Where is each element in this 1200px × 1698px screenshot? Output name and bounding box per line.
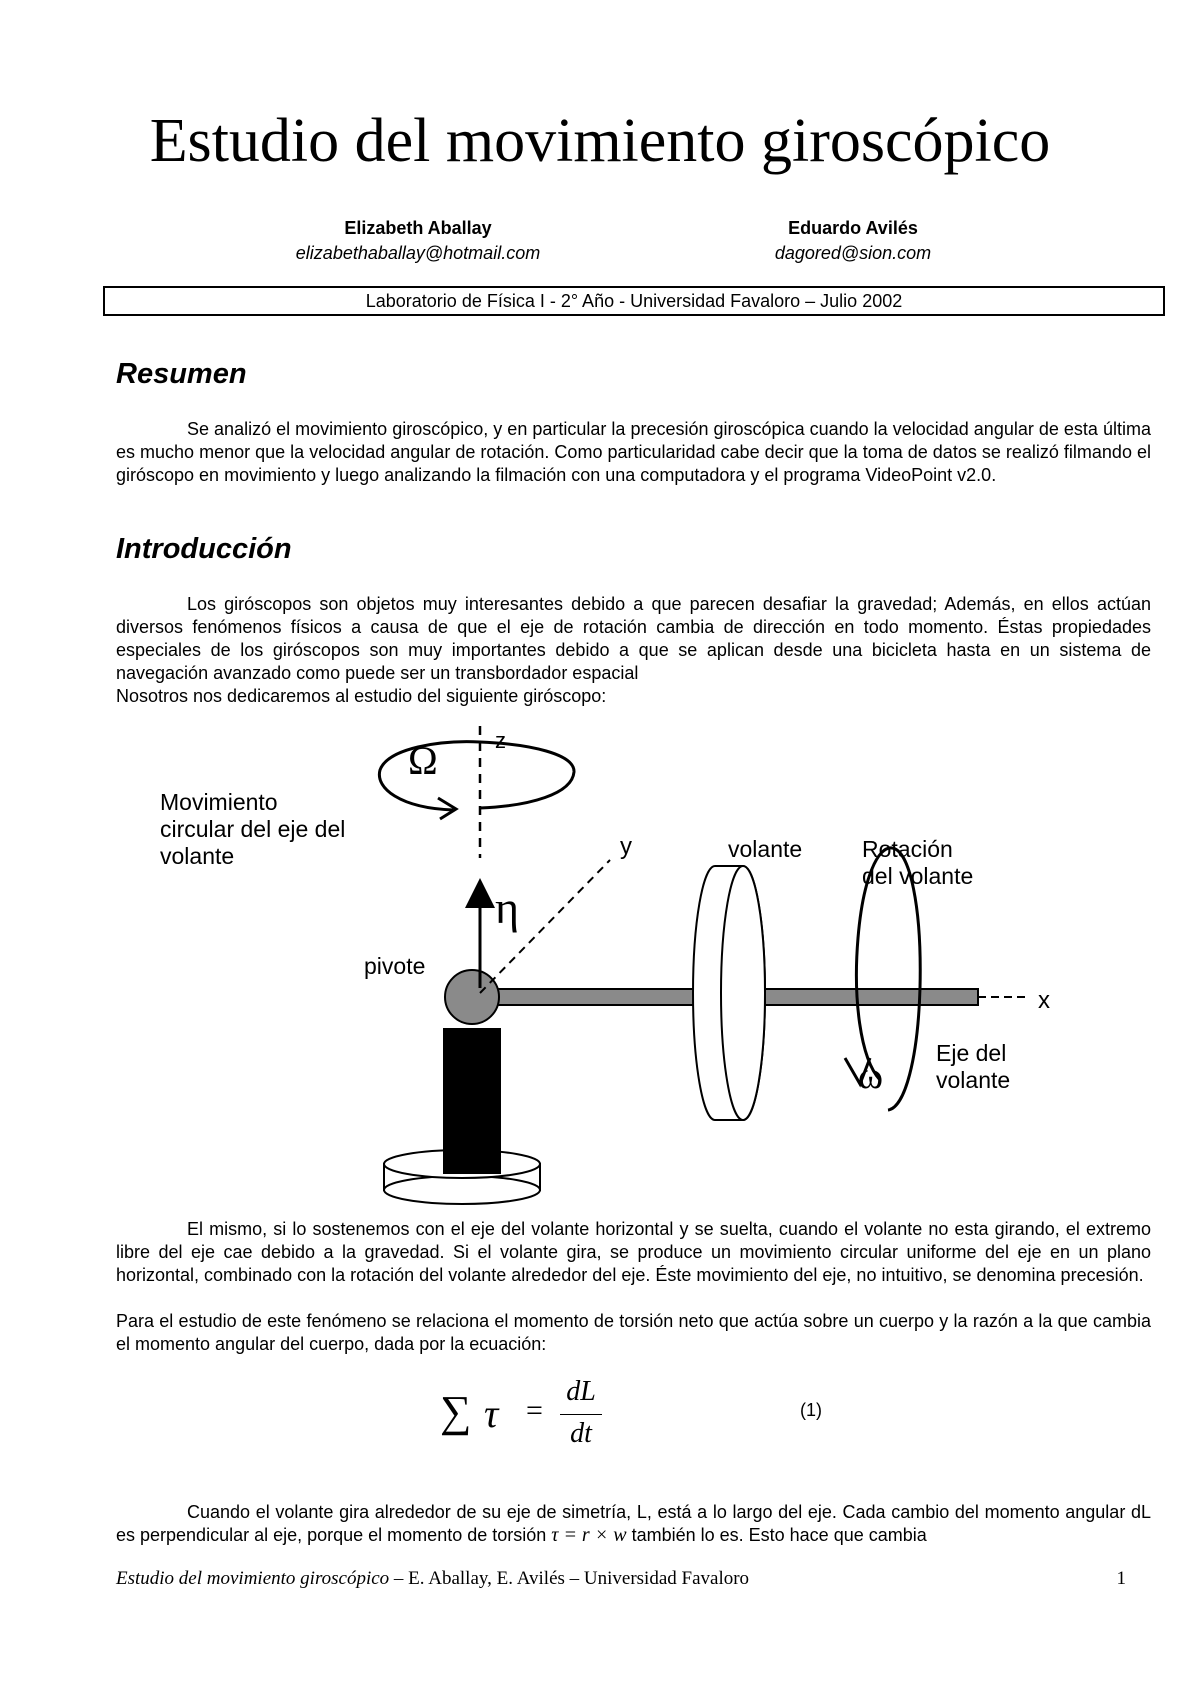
precession-label-line: volante	[160, 843, 235, 869]
precession-label-line: circular del eje del	[160, 816, 346, 842]
body-paragraph	[116, 1501, 1151, 1547]
body-paragraph: El mismo, si lo sostenemos con el eje del volante horizontal y se suelta, cuando el volante no esta girando, el extremo libre del eje cae debido a la gravedad. Si el volante gira, se produce un movimiento circular uniforme del eje en un plano horizontal, combinado con la rotación del volante alrededor del eje. Éste movimiento del eje, no intuitivo, se denomina precesión.	[116, 1219, 1151, 1285]
inline-formula: τ = r × w	[551, 1524, 627, 1546]
equation-torque: τ	[484, 1391, 499, 1436]
equation-1	[440, 1372, 900, 1452]
support-post	[443, 1028, 501, 1174]
author-name: Elizabeth Aballay	[344, 218, 492, 238]
y-axis-label: y	[620, 833, 632, 860]
precession-label-line: Movimiento	[160, 789, 278, 815]
axle-inner	[472, 989, 696, 1005]
pivot-ball	[445, 970, 499, 1024]
label-mask	[158, 874, 338, 894]
equation-fraction-bar	[560, 1414, 602, 1415]
body-paragraph: Para el estudio de este fenómeno se relaciona el momento de torsión neto que actúa sobre un cuerpo y la razón a la que cambia el momento angular del cuerpo, dada por la ecuación:	[116, 1311, 1151, 1354]
axle-label-line: Eje del	[936, 1040, 1007, 1066]
equation-sum-symbol: ∑	[440, 1387, 472, 1436]
x-axis-label: x	[1038, 987, 1050, 1014]
body-text: Cuando el volante gira alrededor de su eje de simetría, L, está a lo largo del eje. Cada cambio del momento angular dL es perpendicular al eje, porque el momento de torsión	[116, 1502, 1151, 1545]
rotation-label-line: del volante	[862, 863, 974, 889]
omega-small-label: ω	[858, 1055, 884, 1097]
author-email: dagored@sion.com	[774, 243, 932, 263]
equation-equals: =	[526, 1394, 543, 1427]
author-block	[673, 216, 1033, 266]
intro-paragraph: Nosotros nos dedicaremos al estudio del siguiente giróscopo:	[116, 686, 607, 706]
section-heading-introduccion: Introducción	[116, 533, 292, 565]
footer-title: Estudio del movimiento giroscópico	[116, 1568, 390, 1589]
page-title: Estudio del movimiento giroscópico	[149, 107, 1051, 175]
section-heading-resumen: Resumen	[116, 358, 247, 390]
affiliation-box: Laboratorio de Física I - 2° Año - Universidad Favaloro – Julio 2002	[103, 286, 1165, 316]
gyroscope-diagram	[150, 718, 1050, 1208]
footer-authors: – E. Aballay, E. Avilés – Universidad Favaloro	[389, 1568, 750, 1589]
author-email: elizabethaballay@hotmail.com	[295, 243, 541, 263]
equation-denominator: dt	[570, 1418, 592, 1449]
z-axis-label: z	[495, 728, 506, 753]
body-text: también lo es. Esto hace que cambia	[631, 1525, 927, 1545]
eta-label: η	[495, 882, 520, 933]
author-name: Eduardo Avilés	[788, 218, 918, 238]
equation-number: (1)	[800, 1400, 822, 1420]
page-number: 1	[1116, 1568, 1126, 1589]
intro-paragraph: Los giróscopos son objetos muy interesantes debido a que parecen desafiar la gravedad; Además, en ellos actúan diversos fenómenos físicos a causa de que el eje de rotación cambia de dirección en todo momento. Éstas propiedades especiales de los giróscopos son muy importantes debido a que se aplican desde una bicicleta hasta en un sistema de navegación avanzado como puede ser un transbordador espacial	[116, 594, 1151, 683]
omega-label: Ω	[408, 738, 438, 783]
precession-label	[160, 789, 345, 887]
pivot-label: pivote	[364, 953, 426, 979]
page-footer	[116, 1567, 1126, 1591]
equation-numerator: dL	[566, 1376, 596, 1407]
axle-label-line: volante	[936, 1067, 1011, 1093]
author-block	[238, 216, 598, 266]
axle-outer	[754, 989, 978, 1005]
rotation-label-line: Rotación	[862, 836, 953, 862]
abstract-paragraph: Se analizó el movimiento giroscópico, y en particular la precesión giroscópica cuando la velocidad angular de esta última es mucho menor que la velocidad angular de rotación. Como particularidad cabe decir que la toma de datos se realizó filmando el giróscopo en movimiento y luego analizando la filmación con una computadora y el programa VideoPoint v2.0.	[116, 419, 1151, 485]
flywheel	[693, 866, 765, 1120]
flywheel-label: volante	[728, 836, 803, 862]
